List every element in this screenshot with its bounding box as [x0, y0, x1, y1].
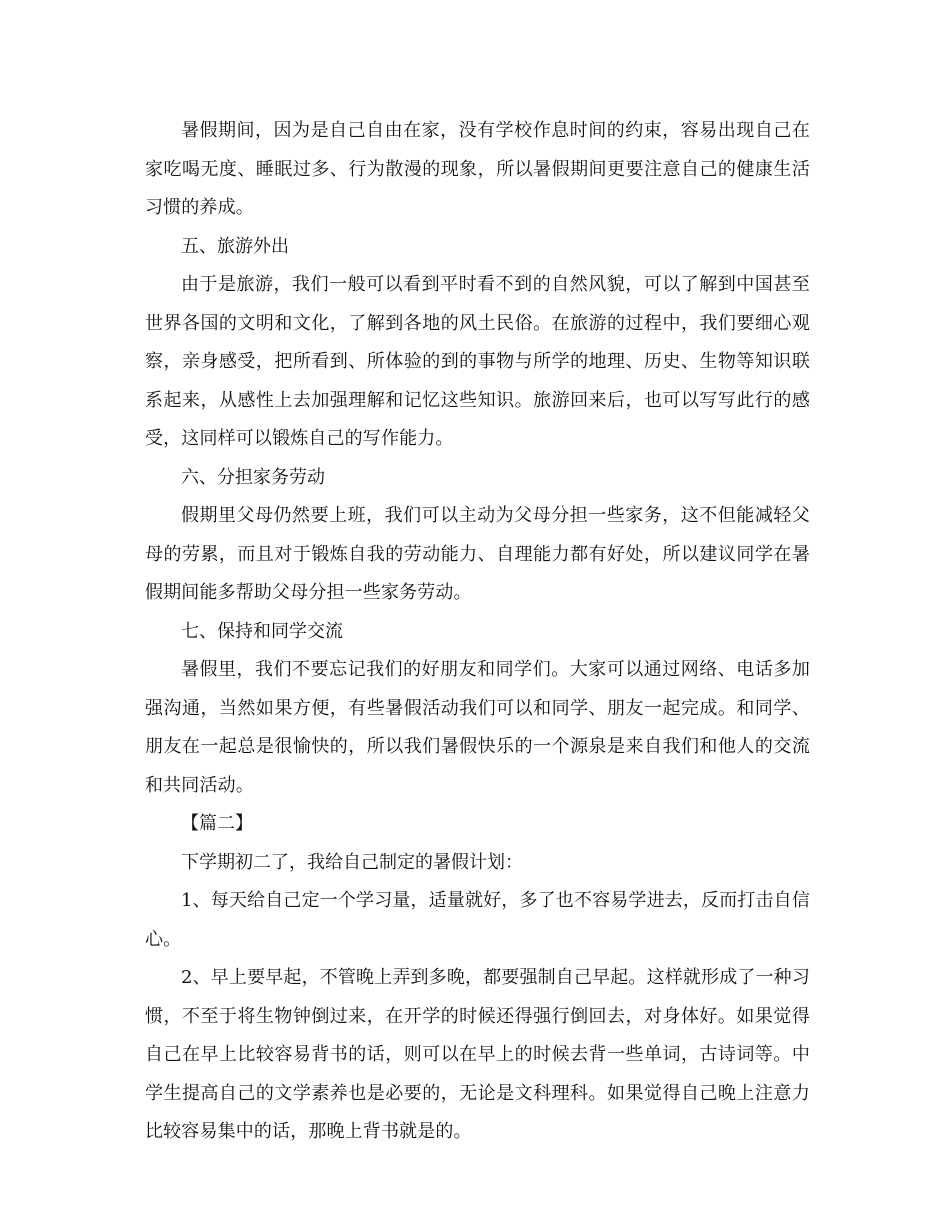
heading-part-two: 【篇二】 [181, 813, 253, 834]
paragraph-summer-habits: 暑假期间，因为是自己自由在家，没有学校作息时间的约束，容易出现自己在家吃喝无度、睡眠过多、行为散漫的现象，所以暑假期间更要注意自己的健康生活习惯的养成。 [145, 120, 810, 218]
paragraph-classmates: 暑假里，我们不要忘记我们的好朋友和同学们。大家可以通过网络、电话多加强沟通，当然如果方便，有些暑假活动我们可以和同学、朋友一起完成。和同学、朋友在一起总是很愉快的，所以我们暑假快乐的一个源泉是来自我们和他人的交流和共同活动。 [145, 659, 810, 796]
document-page [145, 112, 810, 1152]
paragraph-travel: 由于是旅游，我们一般可以看到平时看不到的自然风貌，可以了解到中国甚至世界各国的文明和文化，了解到各地的风土民俗。在旅游的过程中，我们要细心观察，亲身感受，把所看到、所体验的到的事物与所学的地理、历史、生物等知识联系起来，从感性上去加强理解和记忆这些知识。旅游回来后，也可以写写此行的感受，这同样可以锻炼自己的写作能力。 [145, 274, 810, 449]
heading-travel: 五、旅游外出 [181, 235, 289, 257]
list-item-1: 1、每天给自己定一个学习量，适量就好，多了也不容易学进去，反而打击自信心。 [145, 890, 810, 950]
intro-plan: 下学期初二了，我给自己制定的暑假计划： [181, 851, 523, 873]
heading-housework: 六、分担家务劳动 [181, 466, 325, 488]
list-item-2: 2、早上要早起，不管晚上弄到多晚，都要强制自己早起。这样就形成了一种习惯，不至于将生物钟倒过来，在开学的时候还得强行倒回去，对身体好。如果觉得自己在早上比较容易背书的话，则可以在早上的时候去背一些单词，古诗词等。中学生提高自己的文学素养也是必要的，无论是文科理科。如果觉得自己晚上注意力比较容易集中的话，那晚上背书就是的。 [145, 967, 810, 1142]
paragraph-housework: 假期里父母仍然要上班，我们可以主动为父母分担一些家务，这不但能减轻父母的劳累，而且对于锻炼自我的劳动能力、自理能力都有好处，所以建议同学在暑假期间能多帮助父母分担一些家务劳动。 [145, 505, 810, 603]
heading-classmates: 七、保持和同学交流 [181, 620, 343, 642]
